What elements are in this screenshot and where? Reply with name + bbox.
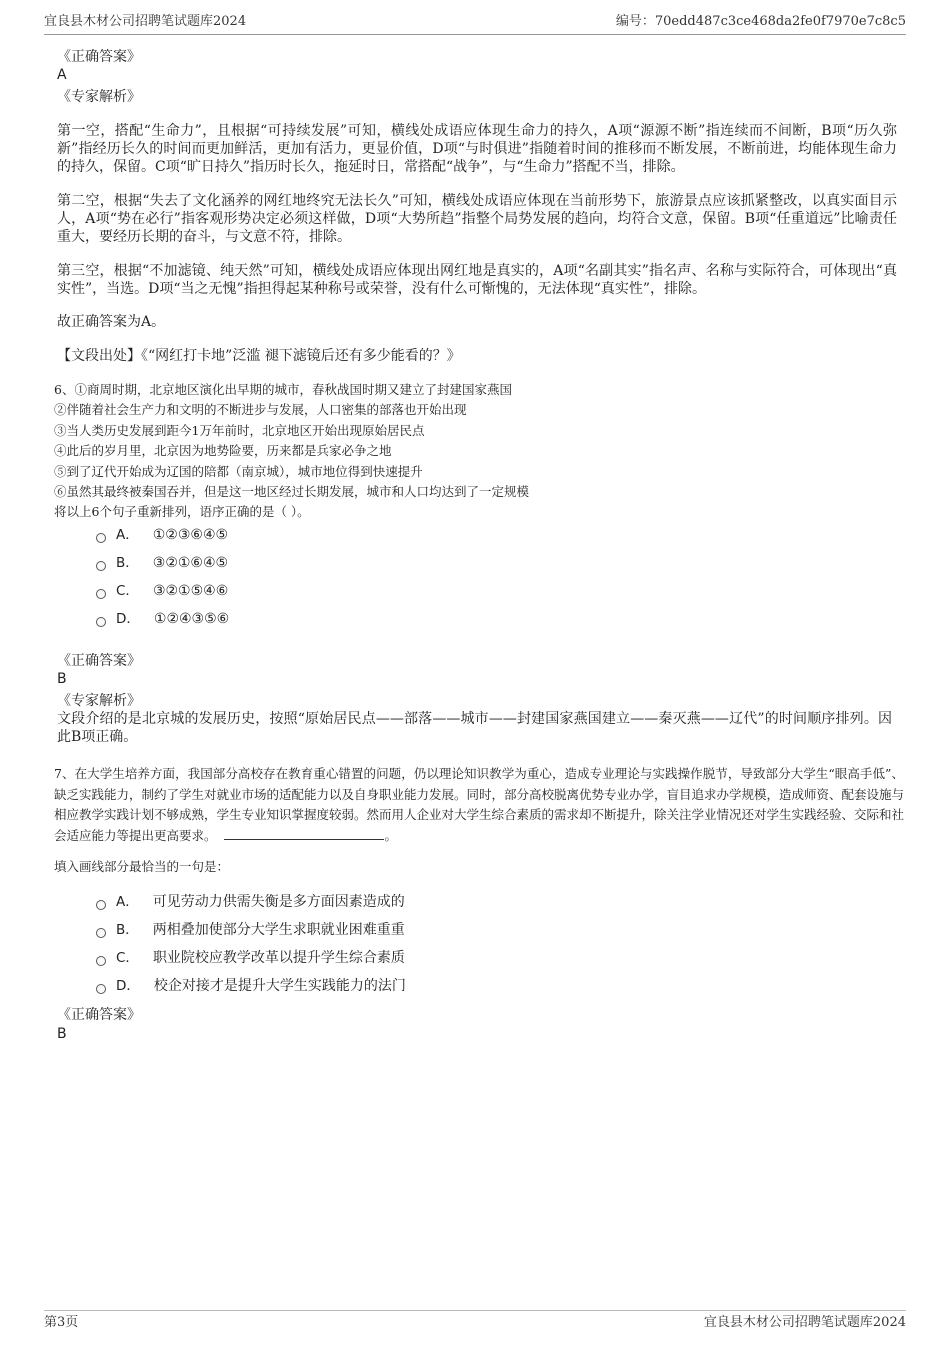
radio-icon[interactable]	[96, 533, 106, 543]
q5-answer-label: 《正确答案》	[57, 49, 141, 65]
radio-icon[interactable]	[96, 984, 106, 994]
q6-option-b[interactable]: B． ③②①⑥④⑤	[96, 553, 228, 573]
q6-sentence: ③当人类历史发展到距今1万年前时，北京地区开始出现原始居民点	[54, 423, 425, 438]
radio-icon[interactable]	[96, 589, 106, 599]
q7-option-b[interactable]: B． 两相叠加使部分大学生求职就业困难重重	[96, 920, 405, 940]
q6-sentence: ②伴随着社会生产力和文明的不断进步与发展，人口密集的部落也开始出现	[54, 402, 467, 417]
q5-answer: A	[57, 67, 67, 83]
q6-option-d[interactable]: D． ①②④③⑤⑥	[96, 609, 229, 629]
radio-icon[interactable]	[96, 561, 106, 571]
q6-option-c[interactable]: C． ③②①⑤④⑥	[96, 581, 228, 601]
q7-stem: 7、在大学生培养方面，我国部分高校存在教育重心错置的问题，仍以理论知识教学为重心，造成专业理论与实践操作脱节，导致部分大学生“眼高手低”、缺乏实践能力，制约了学生对就业市场的适配能力以及自身职业能力发展。同时，部分高校脱离优势专业办学，盲目追求办学规模，造成师资、配套设施与相应教学实践计划不够成熟，学生专业知识掌握度较弱。然而用人企业对大学生综合素质的需求却不断提升，除关注学业情况还对学生实践经验、交际和社会适应能力等提出更高要求。 。	[54, 766, 905, 843]
q7-prompt: 填入画线部分最恰当的一句是：	[54, 859, 230, 874]
q6-sentence: 6、①商周时期，北京地区演化出早期的城市，春秋战国时期又建立了封建国家燕国	[54, 382, 512, 397]
q6-option-a[interactable]: A． ①②③⑥④⑤	[96, 525, 228, 545]
q6-answer: B	[57, 671, 67, 687]
q7-option-a[interactable]: A． 可见劳动力供需失衡是多方面因素造成的	[96, 892, 405, 912]
q5-analysis-paragraph: 第三空，根据“不加滤镜、纯天然”可知，横线处成语应体现出网红地是真实的，A项“名副其实”指名声、名称与实际符合，可体现出“真实性”，当选。D项“当之无愧”指担得起某种称号或荣誉，没有什么可惭愧的，无法体现“真实性”，排除。	[57, 263, 897, 297]
footer-title: 宜良县木材公司招聘笔试题库2024	[703, 1315, 906, 1330]
radio-icon[interactable]	[96, 617, 106, 627]
page-footer	[44, 1310, 906, 1332]
page-number: 第3页	[44, 1315, 79, 1330]
q5-source: 【文段出处】《“网红打卡地”泛滥 褪下滤镜后还有多少能看的？》	[57, 348, 461, 364]
q5-conclusion: 故正确答案为A。	[57, 314, 166, 330]
q6-question: 将以上6个句子重新排列，语序正确的是（ ）。	[54, 504, 310, 519]
q7-option-d[interactable]: D． 校企对接才是提升大学生实践能力的法门	[96, 976, 406, 996]
q6-sentence: ⑥虽然其最终被秦国吞并，但是这一地区经过长期发展，城市和人口均达到了一定规模	[54, 484, 530, 499]
q6-answer-label: 《正确答案》	[57, 653, 141, 669]
answer-blank	[224, 827, 384, 840]
q6-analysis-label: 《专家解析》	[57, 693, 141, 709]
q7-answer-label: 《正确答案》	[57, 1007, 141, 1023]
radio-icon[interactable]	[96, 928, 106, 938]
q5-analysis-label: 《专家解析》	[57, 89, 141, 105]
q6-analysis: 文段介绍的是北京城的发展历史，按照“原始居民点——部落——城市——封建国家燕国建立——秦灭燕——辽代”的时间顺序排列。因此B项正确。	[57, 711, 892, 745]
header-title: 宜良县木材公司招聘笔试题库2024	[44, 14, 247, 29]
q6-sentence: ⑤到了辽代开始成为辽国的陪都（南京城），城市地位得到快速提升	[54, 464, 423, 479]
header-id: 编号：70edd487c3ce468da2fe0f7970e7c8c5	[615, 14, 906, 29]
page-header	[44, 13, 906, 35]
q5-analysis-paragraph: 第一空，搭配“生命力”，且根据“可持续发展”可知，横线处成语应体现生命力的持久，A项“源源不断”指连续而不间断，B项“历久弥新”指经历长久的时间而更加鲜活，更加有活力，更显价值，D项“与时俱进”指随着时间的推移而不断发展，不断前进，均能体现生命力的持久，保留。C项“旷日持久”指历时长久，拖延时日，常搭配“战争”，与“生命力”搭配不当，排除。	[57, 123, 897, 175]
q7-option-c[interactable]: C． 职业院校应教学改革以提升学生综合素质	[96, 948, 405, 968]
q6-sentence: ④此后的岁月里，北京因为地势险要，历来都是兵家必争之地	[54, 443, 392, 458]
radio-icon[interactable]	[96, 900, 106, 910]
radio-icon[interactable]	[96, 956, 106, 966]
q5-analysis-paragraph: 第二空，根据“失去了文化涵养的网红地终究无法长久”可知，横线处成语应体现在当前形势下，旅游景点应该抓紧整改，以真实面目示人，A项“势在必行”指客观形势决定必须这样做，D项“大势所趋”指整个局势发展的趋向，均符合文意，保留。B项“任重道远”比喻责任重大，要经历长期的奋斗，与文意不符，排除。	[57, 193, 897, 245]
q7-answer: B	[57, 1026, 67, 1042]
